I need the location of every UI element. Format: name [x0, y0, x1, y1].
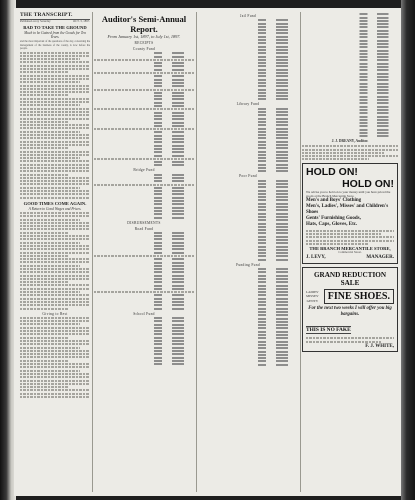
- masthead-date: OCT. 3, 1897.: [72, 19, 90, 23]
- ad-line-clothing: Men's and Boys' Clothing: [306, 198, 362, 204]
- receipts-heading: RECEIPTS: [134, 41, 154, 45]
- ledger-block: [94, 52, 194, 166]
- shoe-categories: [306, 290, 319, 303]
- ledger-block: [198, 268, 298, 366]
- gents-label: GENTS': [306, 298, 319, 303]
- report-title: Auditor's Semi-Annual Report.: [101, 14, 187, 34]
- ad-headline-1: HOLD ON!: [306, 166, 358, 179]
- fund-label: Road Fund: [134, 226, 154, 231]
- manager-title: MANAGER.: [366, 255, 394, 261]
- article-subhead: Much to be Gained from the Goods for Ten Years.: [24, 31, 86, 40]
- ledger-block: [198, 180, 298, 261]
- ad-line-gents: Gents' Furnishing Goods,: [306, 216, 361, 222]
- article-text-block-2: [20, 212, 90, 310]
- store-address: Commercial Street.: [338, 250, 362, 255]
- shoe-sale-advertisement: [302, 267, 398, 352]
- column-rule: [300, 12, 301, 492]
- ledger-block: [94, 174, 194, 219]
- disbursements-heading: DISBURSEMENTS: [127, 220, 161, 225]
- ad-body: We advise you to hold on to your money until you have priced the goods at the Branch Mercantile Store.: [306, 190, 391, 199]
- auditor-signature: J. J. DREANY, Auditor.: [331, 139, 369, 144]
- sale-title: GRAND REDUCTION SALE: [313, 271, 387, 288]
- column-1: [20, 12, 90, 494]
- section-heading: Giving to Rest: [42, 311, 68, 316]
- ad-line-shoes: Men's, Ladies', Misses' and Children's Shoes: [306, 204, 389, 216]
- column-4: [302, 12, 398, 494]
- fund-label: County Fund: [132, 47, 156, 51]
- fund-label: Jail Fund: [240, 14, 256, 18]
- ledger-block: [198, 108, 298, 173]
- article-headline-2: GOOD TIMES COME AGAIN.: [23, 200, 87, 206]
- sale-promo: For the next two weeks I will offer you big bargains.: [308, 306, 392, 318]
- scanner-right-edge: [401, 0, 415, 500]
- manager-name: J. LEVY,: [306, 255, 326, 261]
- column-rule: [92, 12, 93, 492]
- article-text-block: [20, 52, 90, 199]
- article-headline: BAD TO TAKE THE GROUND: [23, 25, 87, 31]
- notice-text: [302, 145, 398, 160]
- article-body: and the most important of the questions of the day, concerning the management of the business of the county, is now before the people.: [20, 40, 90, 50]
- newspaper-page: [14, 8, 401, 496]
- hold-on-advertisement: [302, 163, 398, 264]
- masthead: THE TRANSCRIPT.: [20, 12, 90, 20]
- ledger-block: [94, 232, 194, 310]
- no-fake-banner: THIS IS NO FAKE: [306, 327, 351, 334]
- ad-text-block: [306, 230, 394, 245]
- column-rule: [196, 12, 197, 492]
- fund-label: Funding Fund: [236, 262, 260, 267]
- article-subhead-2: A Return to Good Wages and Prices.: [28, 206, 82, 211]
- fund-label: Bridge Fund: [133, 168, 155, 173]
- ad-headline-2: HOLD ON!: [342, 178, 394, 191]
- ledger-block: [198, 19, 298, 100]
- ad-text-block: [306, 337, 394, 342]
- column-3: [198, 12, 298, 494]
- fund-label: Poor Fund: [239, 174, 257, 179]
- column-2: [94, 12, 194, 494]
- fund-label: School Fund: [133, 311, 155, 316]
- misses-label: MISSES': [306, 294, 319, 299]
- ad-line-hats: Hats, Caps, Gloves, Etc.: [306, 222, 358, 228]
- fine-shoes-banner: FINE SHOES.: [324, 289, 394, 304]
- ladies-label: LADIES': [306, 290, 319, 295]
- ledger-block: [94, 317, 194, 365]
- report-period: From January 1st, 1897, to July 1st, 1897.: [107, 34, 181, 39]
- fund-label: Library Fund: [236, 102, 260, 107]
- ledger-block: [302, 13, 398, 137]
- store-name: THE BRANCH MERCANTILE STORE,: [309, 246, 391, 252]
- merchant-name: F. J. WHITE,: [365, 343, 394, 349]
- article-text-block-3: [20, 317, 90, 398]
- masthead-meta: Published every Saturday: [20, 19, 51, 23]
